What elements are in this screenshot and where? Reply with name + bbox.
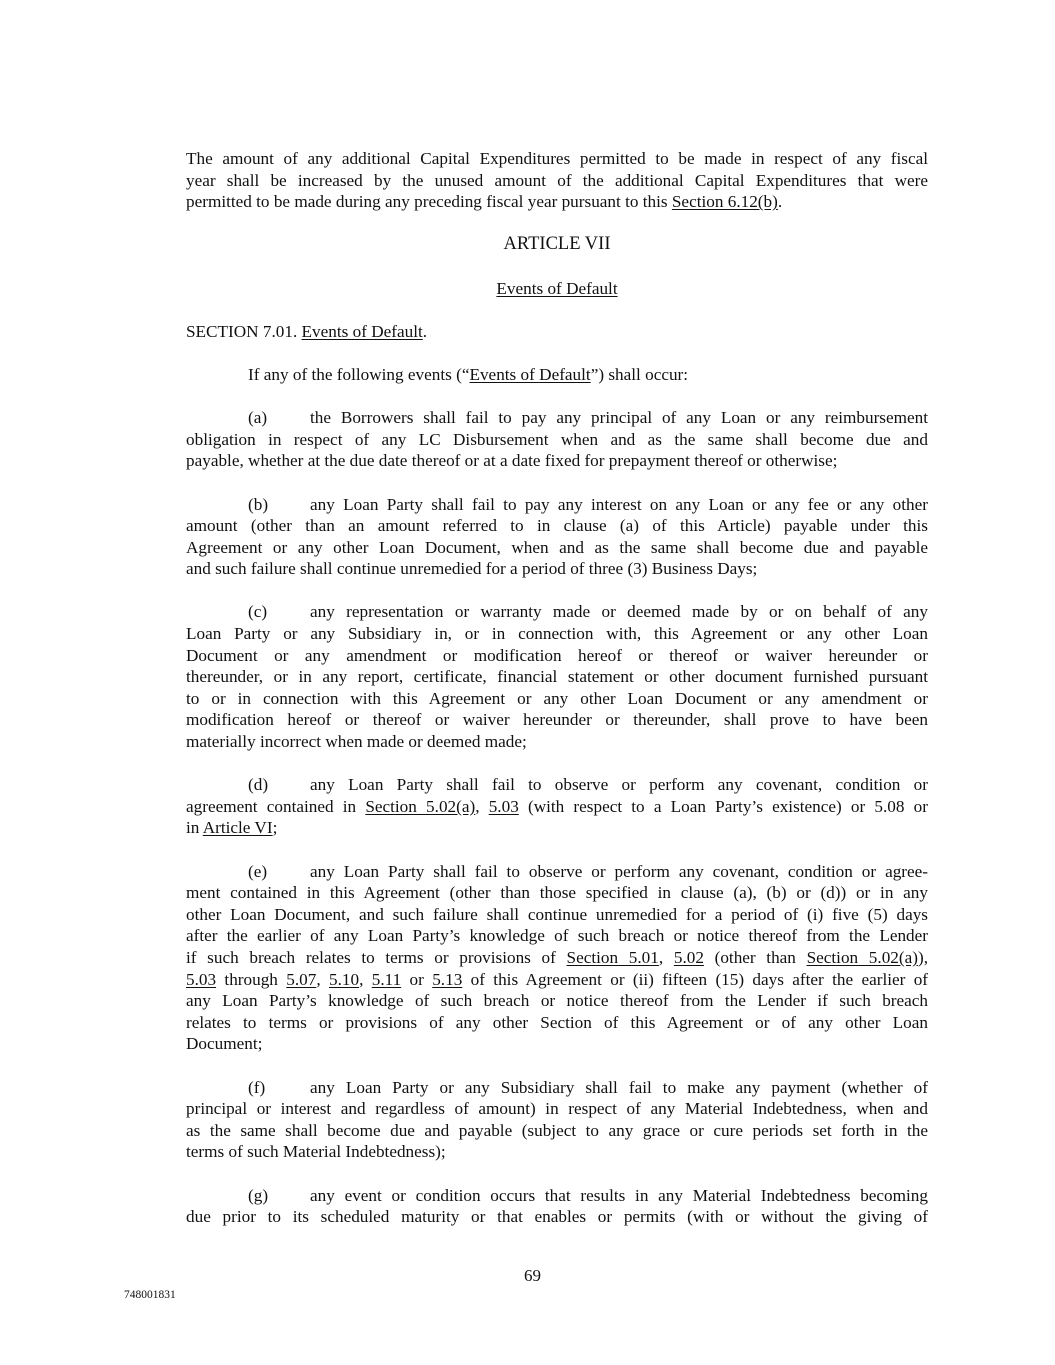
text-line: [186, 861, 928, 883]
text-line: [186, 904, 928, 926]
text-line: [186, 558, 928, 580]
lead-in-text: If any of the following events (“: [248, 364, 470, 384]
lead-in-text-end: ”) shall occur:: [590, 364, 689, 384]
text-segment: principal or interest and regardless of amount) in respect of any Material Indebtedness, when and: [186, 1099, 928, 1119]
cross-reference: 5.07: [286, 969, 317, 989]
text-line: [186, 515, 928, 537]
text-segment: any Loan Party’s knowledge of such breach or notice thereof from the Lender if such breach: [186, 991, 928, 1011]
clause-label: (g): [248, 1185, 269, 1205]
cross-reference: 5.02: [673, 947, 704, 967]
text-segment: any Loan Party or any Subsidiary shall fail to make any payment (whether of: [310, 1077, 928, 1097]
text-segment: payable, whether at the due date thereof or at a date fixed for prepayment thereof or otherwise;: [186, 451, 838, 471]
text-segment: other Loan Document, and such failure shall continue unremedied for a period of (i) five (5) days: [186, 904, 928, 924]
text-line: [186, 666, 928, 688]
clause-label: (f): [248, 1077, 266, 1097]
text-line: [186, 990, 928, 1012]
section-heading-period: .: [422, 321, 428, 341]
cross-reference: 5.03: [186, 969, 217, 989]
text-segment: in: [186, 818, 203, 838]
text-segment: terms of such Material Indebtedness);: [186, 1142, 446, 1162]
text-segment: of this Agreement or (ii) fifteen (15) days after the earlier of: [462, 969, 929, 989]
text-segment: (other than: [703, 947, 807, 967]
text-line: [186, 537, 928, 559]
clause-g: [186, 1185, 928, 1228]
text-segment: materially incorrect when made or deemed made;: [186, 732, 527, 752]
text-line: [186, 1120, 928, 1142]
text-segment: permitted to be made during any preceding fiscal year pursuant to this: [186, 192, 672, 212]
text-segment: Document or any amendment or modification hereof or thereof or waiver hereunder or: [186, 645, 928, 665]
text-segment: or: [401, 969, 433, 989]
text-segment: amount (other than an amount referred to in clause (a) of this Article) payable under this: [186, 516, 928, 536]
lead-in: [186, 364, 928, 386]
text-segment: Loan Party or any Subsidiary in, or in connection with, this Agreement or any other Loan: [186, 624, 928, 644]
text-segment: any Loan Party shall fail to observe or perform any covenant, condition or: [310, 775, 928, 795]
document-body: [186, 148, 928, 1249]
text-segment: to or in connection with this Agreement or any other Loan Document or any amendment or: [186, 688, 928, 708]
text-segment: ,: [475, 796, 489, 816]
cross-reference: Article VI: [202, 818, 273, 838]
clause-label: (c): [248, 602, 268, 622]
text-line: [186, 601, 928, 623]
clause-e: [186, 861, 928, 1055]
text-segment: obligation in respect of any LC Disbursement when and as the same shall become due and: [186, 429, 928, 449]
text-line: [186, 645, 928, 667]
clauses-list: [186, 407, 928, 1228]
text-line: [186, 623, 928, 645]
clause-c: [186, 601, 928, 752]
text-segment: through: [216, 969, 287, 989]
text-segment: .: [777, 192, 783, 212]
text-line: [186, 1185, 928, 1207]
text-line: [186, 1077, 928, 1099]
text-line: [186, 429, 928, 451]
clause-label: (d): [248, 775, 269, 795]
document-id: 748001831: [124, 1289, 176, 1301]
section-title: Events of Default: [301, 321, 423, 341]
text-segment: the Borrowers shall fail to pay any principal of any Loan or any reimbursement: [310, 408, 928, 428]
clause-d: [186, 774, 928, 839]
text-line: [186, 1098, 928, 1120]
text-segment: (with respect to a Loan Party’s existence) or 5.08 or: [518, 796, 928, 816]
text-segment: ;: [272, 818, 278, 838]
text-segment: agreement contained in: [186, 796, 366, 816]
text-segment: due prior to its scheduled maturity or that enables or permits (with or without the giving of: [186, 1207, 928, 1227]
text-line: [186, 796, 928, 818]
text-line: [186, 774, 928, 796]
cross-reference: Section 5.02(a): [365, 796, 476, 816]
text-line: [186, 191, 928, 213]
text-line: [186, 969, 928, 991]
text-segment: Document;: [186, 1034, 263, 1054]
clause-label: (a): [248, 408, 268, 428]
cross-reference: 5.11: [371, 969, 402, 989]
text-line: [186, 688, 928, 710]
text-line: [186, 1033, 928, 1055]
text-line: [186, 925, 928, 947]
text-segment: as the same shall become due and payable (subject to any grace or cure periods set forth in the: [186, 1120, 928, 1140]
text-segment: relates to terms or provisions of any other Section of this Agreement or of any other Loan: [186, 1012, 928, 1032]
text-line: [186, 817, 928, 839]
text-segment: ,: [316, 969, 329, 989]
text-segment: modification hereof or thereof or waiver hereunder or thereunder, shall prove to have been: [186, 710, 928, 730]
text-line: [186, 1141, 928, 1163]
text-segment: any representation or warranty made or deemed made by or on behalf of any: [310, 602, 928, 622]
text-line: [186, 882, 928, 904]
text-line: [186, 1012, 928, 1034]
text-line: [186, 709, 928, 731]
cross-reference: 5.13: [432, 969, 463, 989]
text-line: [186, 170, 928, 192]
cross-reference: Section 6.12(b): [671, 192, 778, 212]
clause-label: (b): [248, 494, 269, 514]
text-line: [186, 407, 928, 429]
clause-a: [186, 407, 928, 472]
text-line: [186, 731, 928, 753]
text-segment: any event or condition occurs that results in any Material Indebtedness becoming: [310, 1185, 928, 1205]
text-segment: any Loan Party shall fail to observe or perform any covenant, condition or agree-: [310, 861, 928, 881]
text-segment: and such failure shall continue unremedied for a period of three (3) Business Days;: [186, 559, 758, 579]
defined-term: Events of Default: [469, 364, 591, 384]
text-segment: ,: [658, 947, 674, 967]
text-line: [186, 494, 928, 516]
text-segment: Agreement or any other Loan Document, when and as the same shall become due and payable: [186, 537, 928, 557]
cross-reference: 5.10: [328, 969, 360, 989]
text-line: [186, 1206, 928, 1228]
article-subtitle: Events of Default: [496, 278, 618, 298]
section-number: SECTION 7.01.: [186, 321, 302, 341]
text-segment: year shall be increased by the unused amount of the additional Capital Expenditures that were: [186, 170, 928, 190]
cross-reference: 5.03: [488, 796, 519, 816]
cross-reference: Section 5.01: [566, 947, 659, 967]
clause-f: [186, 1077, 928, 1163]
text-line: [186, 148, 928, 170]
page-number: 69: [524, 1266, 541, 1285]
article-title: ARTICLE VII: [503, 234, 611, 255]
text-segment: any Loan Party shall fail to pay any interest on any Loan or any fee or any other: [310, 494, 928, 514]
text-line: [186, 947, 928, 969]
text-segment: ,: [359, 969, 372, 989]
text-segment: The amount of any additional Capital Expenditures permitted to be made in respect of any fiscal: [186, 149, 928, 168]
text-segment: ment contained in this Agreement (other than those specified in clause (a), (b) or (d)) or in any: [186, 883, 928, 903]
section-heading: [186, 321, 928, 343]
text-segment: ),: [917, 947, 928, 967]
text-line: [186, 450, 928, 472]
clause-b: [186, 494, 928, 580]
intro-paragraph: [186, 148, 928, 213]
text-segment: after the earlier of any Loan Party’s knowledge of such breach or notice thereof from the Lender: [186, 926, 928, 946]
clause-label: (e): [248, 861, 268, 881]
text-segment: thereunder, or in any report, certificate, financial statement or other document furnished pursuant: [186, 667, 928, 687]
text-segment: if such breach relates to terms or provisions of: [186, 947, 567, 967]
cross-reference: Section 5.02(a): [806, 947, 918, 967]
